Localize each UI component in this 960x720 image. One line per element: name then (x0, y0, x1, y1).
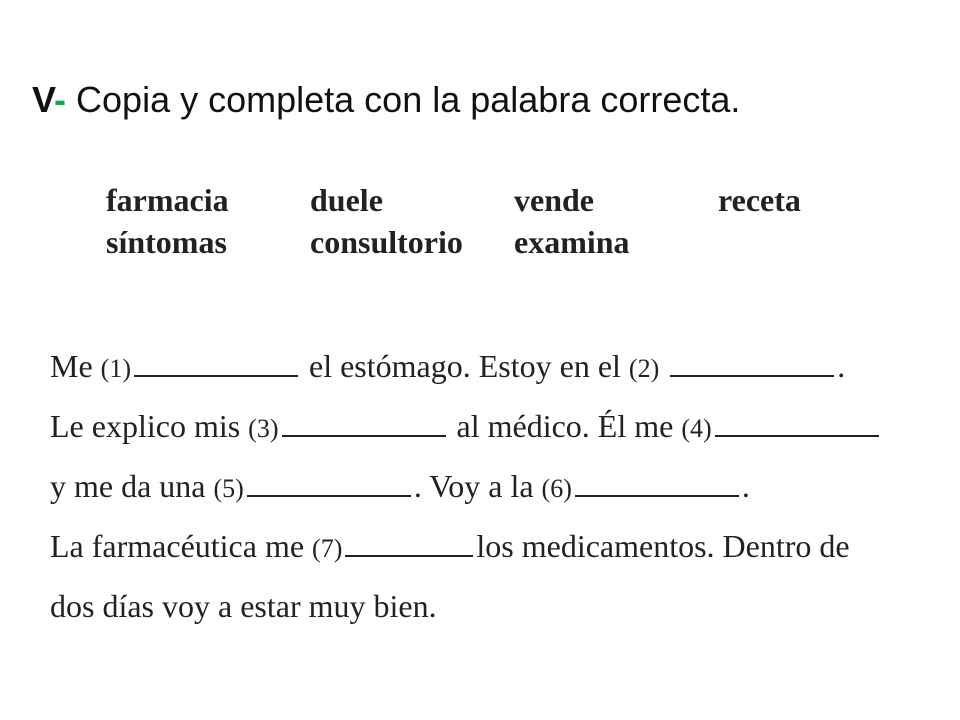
blank-number-5: (5) (213, 474, 244, 503)
blank-number-4: (4) (681, 414, 712, 443)
exercise-number-separator: - (54, 79, 67, 120)
passage-line-3 (50, 461, 930, 521)
passage-text: . (837, 348, 846, 384)
passage-text: La farmacéutica me (50, 528, 313, 564)
answer-blank-6[interactable] (575, 483, 739, 497)
answer-blank-3[interactable] (282, 423, 446, 437)
word-bank-item: duele (310, 182, 383, 218)
passage-text: . Voy a la (413, 468, 542, 504)
answer-blank-5[interactable] (247, 483, 411, 497)
blank-number-2: (2) (628, 354, 660, 383)
exercise-number: V (32, 79, 55, 120)
word-bank-item: receta (718, 182, 801, 218)
passage-line-2 (50, 401, 930, 461)
answer-blank-1[interactable] (134, 363, 298, 377)
passage-text: dos días voy a estar muy bien. (50, 588, 437, 624)
passage-text: Me (50, 348, 101, 384)
answer-blank-7[interactable] (345, 543, 473, 557)
fill-in-passage (50, 341, 930, 641)
blank-number-1: (1) (100, 354, 131, 383)
answer-blank-4[interactable] (715, 423, 879, 437)
passage-text: . (741, 468, 750, 504)
passage-text: los medicamentos. Dentro de (476, 528, 850, 564)
passage-text: el estómago. Estoy en el (300, 348, 629, 384)
word-bank-item: consultorio (310, 224, 463, 260)
word-bank-item: farmacia (106, 182, 229, 218)
blank-number-7: (7) (312, 534, 343, 563)
word-bank (106, 181, 826, 261)
exercise-instruction: Copia y completa con la palabra correcta. (66, 79, 741, 120)
word-bank-item-empty (718, 223, 826, 261)
passage-text: y me da una (50, 468, 214, 504)
blank-number-6: (6) (541, 474, 572, 503)
blank-number-3: (3) (248, 414, 279, 443)
passage-text: Le explico mis (50, 408, 249, 444)
word-bank-item: síntomas (106, 224, 227, 260)
passage-text: al médico. Él me (448, 408, 682, 444)
word-bank-item: examina (514, 224, 630, 260)
passage-line-4 (50, 521, 930, 581)
passage-line-5 (50, 581, 930, 641)
exercise-title (32, 74, 740, 126)
passage-line-1 (50, 341, 930, 401)
word-bank-item: vende (514, 182, 594, 218)
answer-blank-2[interactable] (670, 363, 834, 377)
